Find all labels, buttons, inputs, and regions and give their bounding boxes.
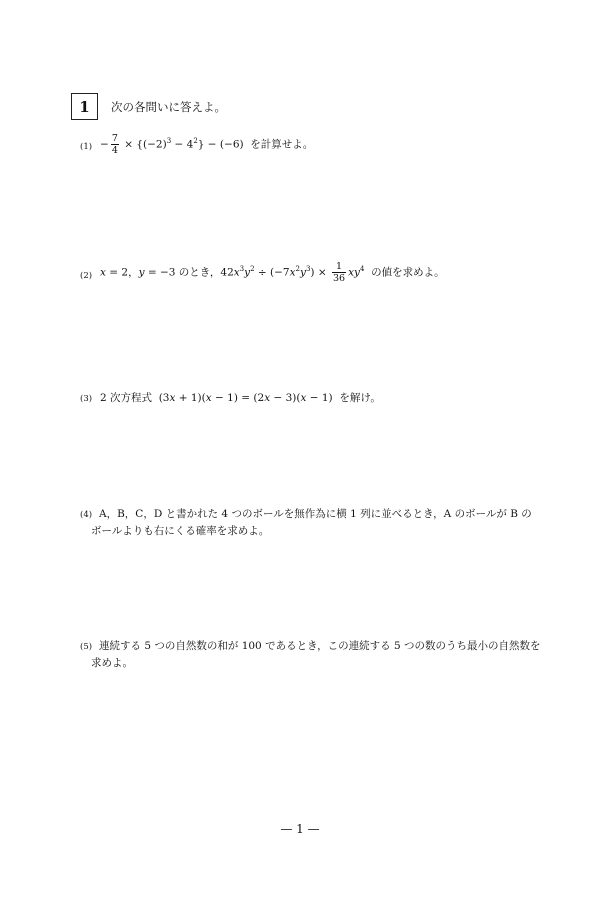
question-5-line-2: 求めよ。 [91, 657, 133, 669]
question-2-fraction: $\frac{1}{36}$ [332, 261, 346, 284]
question-4-line-2: ボールよりも右にくる確率を求めよ。 [91, 525, 270, 537]
page-number: — 1 — [280, 822, 320, 836]
question-1-label: (1) [80, 142, 93, 152]
question-1-expression: − $\frac{7}{4}$ × $\{(-2)^3 - 4^2\} - (-6)$ を計算せよ。 [100, 133, 314, 156]
section-number: 1 [79, 97, 90, 116]
section-heading: 次の各問いに答えよ。 [111, 100, 226, 114]
section-number-box [71, 93, 98, 120]
question-3-prefix: 2 次方程式 [100, 392, 153, 404]
question-4-label: (4) [80, 510, 93, 520]
question-2-text: の値を求めよ。 [371, 266, 445, 279]
question-2-label: (2) [80, 271, 93, 281]
question-3-text: を解け。 [339, 392, 381, 404]
question-5-line-1: 連続する 5 つの自然数の和が 100 であるとき，この連続する 5 つの数のうち最小の自然数を [99, 640, 541, 652]
question-2-expression: x = 2，y = −3 のとき，$42x^3y^2 \div (-7x^2y^3)$ × $\frac{1}{36}$ $xy^4$ の値を求めよ。 [100, 261, 445, 284]
question-1-text: を計算せよ。 [250, 138, 314, 151]
question-3-expression: 2 次方程式 (3x + 1)(x − 1) = (2x − 3)(x − 1) を解け。 [100, 392, 381, 404]
question-4-line-1: A，B，C，D と書かれた 4 つのボールを無作為に横 1 列に並べるとき，A のボールが B の [99, 508, 532, 520]
question-5-label: (5) [80, 642, 93, 652]
question-1-fraction: $\frac{7}{4}$ [111, 133, 118, 156]
question-3-label: (3) [80, 394, 93, 404]
